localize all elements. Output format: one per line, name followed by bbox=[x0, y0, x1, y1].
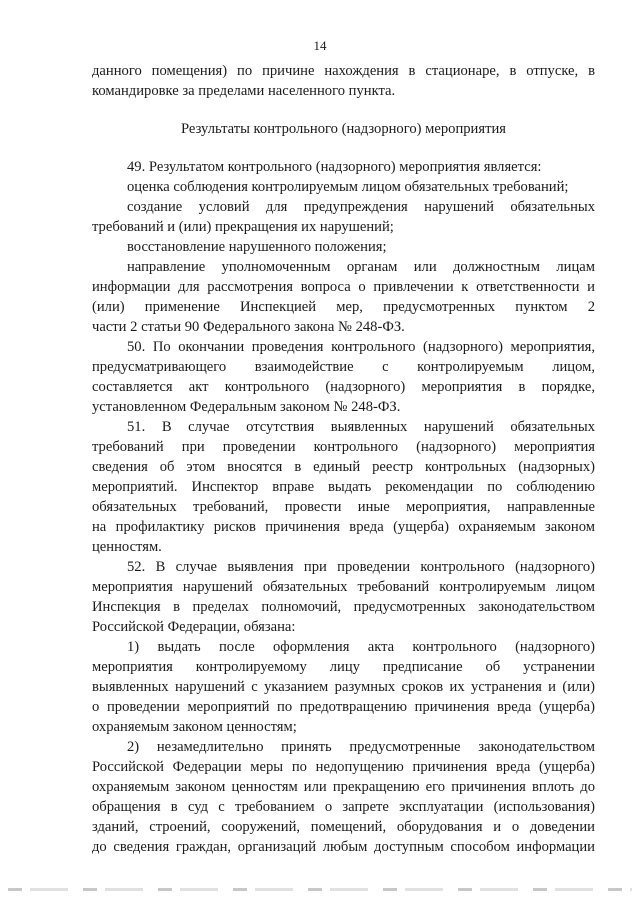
text-line: до сведения граждан, организаций любым доступным способом информации bbox=[92, 839, 595, 855]
text-line: обращения в суд с требованием о запрете эксплуатации (использования) bbox=[92, 799, 595, 815]
text-line: установленном Федеральным законом № 248-ФЗ. bbox=[92, 399, 401, 415]
text-line: требований при проведении контрольного (надзорного) мероприятия bbox=[92, 439, 595, 455]
text-line: оценка соблюдения контролируемым лицом обязательных требований; bbox=[127, 179, 569, 195]
text-line: 52. В случае выявления при проведении контрольного (надзорного) bbox=[127, 559, 595, 575]
text-line: информации для рассмотрения вопроса о привлечении к ответственности и bbox=[92, 279, 595, 295]
text-line: требований и (или) прекращения их нарушений; bbox=[92, 219, 394, 235]
text-line: составляется акт контрольного (надзорного) мероприятия в порядке, bbox=[92, 379, 595, 395]
page-number: 14 bbox=[313, 38, 327, 53]
text-line: командировке за пределами населенного пункта. bbox=[92, 83, 396, 99]
text-line: 2) незамедлительно принять предусмотренные законодательством bbox=[127, 739, 595, 755]
text-line: (или) применение Инспекцией мер, предусмотренных пунктом 2 bbox=[92, 299, 595, 315]
text-line: о проведении мероприятий по предотвращению причинения вреда (ущерба) bbox=[92, 699, 595, 715]
text-line: обязательных требований, провести иные мероприятия, направленные bbox=[92, 499, 595, 515]
text-line: предусматривающего взаимодействие с контролируемым лицом, bbox=[92, 359, 595, 375]
text-line: охраняемым законом ценностям или прекращению его причинения вплоть до bbox=[92, 779, 595, 795]
text-line: 1) выдать после оформления акта контрольного (надзорного) bbox=[127, 639, 595, 655]
text-line: 50. По окончании проведения контрольного (надзорного) мероприятия, bbox=[127, 339, 595, 355]
text-line: выявленных нарушений с указанием разумных сроков их устранения и (или) bbox=[92, 679, 595, 695]
text-line: направление уполномоченным органам или должностным лицам bbox=[127, 259, 595, 275]
text-line: мероприятий. Инспектор вправе выдать рекомендации по соблюдению bbox=[92, 479, 595, 495]
text-line: данного помещения) по причине нахождения в стационаре, в отпуске, в bbox=[92, 63, 595, 79]
text-line: зданий, строений, сооружений, помещений, оборудования и о доведении bbox=[92, 819, 595, 835]
text-line: создание условий для предупреждения нарушений обязательных bbox=[127, 199, 595, 215]
text-line: восстановление нарушенного положения; bbox=[127, 239, 387, 255]
text-line: части 2 статьи 90 Федерального закона № 248-ФЗ. bbox=[92, 319, 405, 335]
text-line: мероприятия нарушений обязательных требований контролируемым лицом bbox=[92, 579, 595, 595]
text-line: 49. Результатом контрольного (надзорного) мероприятия является: bbox=[127, 159, 542, 175]
text-line: сведения об этом вносятся в единый реестр контрольных (надзорных) bbox=[92, 459, 595, 475]
text-line: Инспекция в пределах полномочий, предусмотренных законодательством bbox=[92, 599, 595, 615]
text-line: охраняемым законом ценностям; bbox=[92, 719, 297, 735]
text-line: 51. В случае отсутствия выявленных нарушений обязательных bbox=[127, 419, 595, 435]
text-line: мероприятия контролируемому лицу предписание об устранении bbox=[92, 659, 595, 675]
text-line: на профилактику рисков причинения вреда (ущерба) охраняемым законом bbox=[92, 519, 595, 535]
scan-artifact-line bbox=[8, 888, 632, 891]
text-line: Российской Федерации, обязана: bbox=[92, 619, 296, 635]
section-heading: Результаты контрольного (надзорного) мероприятия bbox=[181, 121, 506, 137]
text-line: Российской Федерации меры по недопущению причинения вреда (ущерба) bbox=[92, 759, 595, 775]
text-line: ценностям. bbox=[92, 539, 162, 555]
